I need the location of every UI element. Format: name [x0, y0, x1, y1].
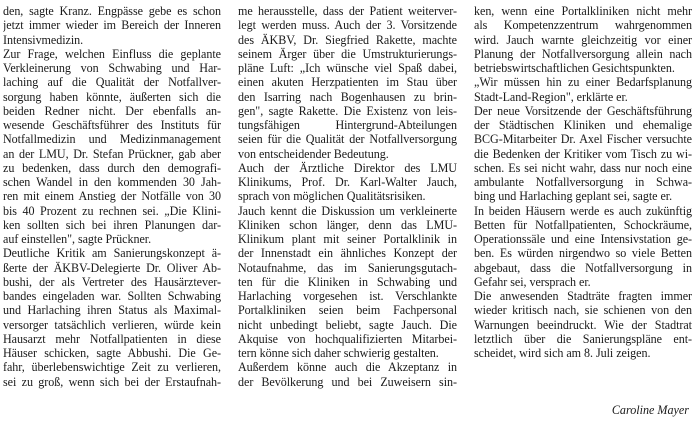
text-line: gen", sagte Rakette. Die Existenz von leis-	[238, 103, 457, 118]
text-line: Harlaching vorgesehen ist. Verschlankte	[238, 289, 457, 303]
text-line: fahr, überlebenswichtige Zeit zu verlieren,	[3, 360, 221, 375]
article-column-2	[238, 4, 457, 389]
text-line: der Bevölkerung und bei Zuweisern sin-	[238, 374, 457, 389]
text-line: zu bedenken, dass durch den demografi-	[3, 160, 221, 175]
text-line: Der neue Vorsitzende der Geschäftsführung	[474, 103, 692, 118]
text-line: letztlich über die Sanierungspläne ent-	[474, 331, 692, 346]
text-line: laching auf die Qualität der Notfallver-	[3, 75, 221, 90]
text-line: wieder kritisch nach, sie schienen von den	[474, 303, 692, 318]
text-line: Notfallmedizin und Medizinmanagement	[3, 132, 221, 147]
text-line: bing und Harlaching geplant sei, sagte er.	[474, 189, 673, 204]
text-line: schen. Es sei nicht wahr, dass nur noch eine	[474, 160, 692, 175]
text-line: Auch der Ärztliche Direktor des LMU	[238, 160, 457, 175]
text-line: Warnungen beeindruckt. Wie der Stadtrat	[474, 317, 692, 332]
text-line: scheidet, wird sich am 8. Juli zeigen.	[474, 346, 651, 360]
text-line: Gefahr sei, versprach er.	[474, 274, 591, 289]
text-line: den Isarring nach Bogenhausen zu brin-	[238, 89, 457, 104]
text-line: ren mit einem Anstieg der Notfälle von 30	[3, 189, 221, 204]
text-line: Operationssäle und eine Intensivstation ge-	[474, 232, 692, 246]
text-line: ten für die Kliniken in Schwabing und	[238, 274, 457, 289]
text-line: auf einstellen", sagte Prückner.	[3, 232, 152, 246]
text-line: Jauch kennt die Diskussion um verkleinerte	[238, 203, 457, 218]
text-line: Portalkliniken seien beim Fachpersonal	[238, 303, 457, 318]
text-line: In beiden Häusern werde es auch zukünftig	[474, 203, 692, 218]
text-line: Hausarzt mehr Notfallpatienten in diese	[3, 331, 221, 346]
text-line: Intensivmedizin.	[3, 32, 84, 47]
text-line: wird. Jauch warnte gleichzeitig vor einer	[474, 32, 692, 47]
text-line: versorger tatsächlich verlieren, würde kein	[3, 317, 221, 332]
text-line: Kliniken schon länger, denn das LMU-	[238, 217, 457, 232]
text-line: me herausstelle, dass der Patient weiterver-	[238, 4, 457, 18]
text-line: beiden Redner nicht. Der ebenfalls an-	[3, 103, 221, 118]
text-line: des ÄKBV, Dr. Siegfried Rakette, machte	[238, 32, 457, 47]
text-line: einen akuten Herzpatienten im Stau über	[238, 75, 457, 90]
text-line: Stadt-Land-Region", erklärte er.	[474, 89, 628, 104]
text-line: tern könne sich daher schwierig gestalten.	[238, 346, 439, 360]
text-line: der Städtischen Kliniken und ehemalige	[474, 118, 692, 132]
text-line: an der LMU, Dr. Stefan Prückner, gab aber	[3, 146, 221, 161]
text-line: seinem Ärger über die Umstrukturierungs-	[238, 46, 457, 61]
text-line: Planung der Notfallversorgung allein nach	[474, 46, 692, 61]
text-line: Betten für Notfallpatienten, Schockräume,	[474, 217, 692, 232]
text-line: Notaufnahme, das im Sanierungsgutach-	[238, 260, 457, 275]
text-line: ken sollten sich bei ihren Planungen dar-	[3, 217, 221, 232]
article-column-3	[474, 4, 692, 360]
text-line: BCG-Mitarbeiter Dr. Axel Fischer versuchte	[474, 132, 692, 147]
text-line: Häuser schicken, sagte Abbushi. Die Ge-	[3, 346, 221, 360]
text-line: tungsfähigen Hintergrund-Abteilungen	[238, 118, 457, 132]
text-line: Klinikums, Prof. Dr. Karl-Walter Jauch,	[238, 175, 457, 189]
text-line: ben. Es würden nirgendwo so viele Betten	[474, 246, 692, 261]
text-line: Klinikum plant mit seiner Portalklinik in	[238, 232, 457, 246]
text-line: Außerdem könne auch die Akzeptanz in	[238, 360, 457, 375]
text-line: bushi, der als Vertreter des Hausärztever-	[3, 274, 221, 289]
text-line: „Wir müssen hin zu einer Bedarfsplanung	[474, 75, 692, 90]
text-line: der Innenstadt ein ähnliches Konzept der	[238, 246, 457, 261]
text-line: Die anwesenden Stadträte fragten immer	[474, 289, 692, 303]
text-line: Akquise von hochqualifizierten Mitarbei-	[238, 331, 457, 346]
text-line: den, sagte Kranz. Engpässe gebe es schon	[3, 4, 221, 18]
text-line: seien für die Qualität der Notfallversorgung	[238, 132, 457, 147]
text-line: wesende Geschäftsführer des Instituts für	[3, 118, 221, 132]
text-line: Zur Frage, welchen Einfluss die geplante	[3, 46, 221, 61]
text-line: Deutliche Kritik am Sanierungskonzept ä-	[3, 246, 221, 261]
text-line: von entscheidender Bedeutung.	[238, 146, 389, 161]
text-line: als Kompetenzzentrum wahrgenommen	[474, 18, 692, 33]
text-line: bis 40 Prozent zu rechnen sei. „Die Klini-	[3, 203, 221, 218]
author-signature: Caroline Mayer	[611, 403, 689, 417]
text-line: bandes eingeladen war. Sollten Schwabing	[3, 289, 221, 303]
text-line: ken, wenn eine Portalkliniken nicht mehr	[474, 4, 692, 18]
text-line: sorgung haben könnte, äußerten sich die	[3, 89, 221, 104]
text-line: betriebswirtschaftlichen Gesichtspunkten.	[474, 61, 675, 75]
text-line: ambulante Notfallversorgung in Schwa-	[474, 175, 692, 189]
text-line: Verkleinerung von Schwabing und Har-	[3, 61, 221, 75]
text-line: sprach von möglichen Qualitätsrisiken.	[238, 189, 426, 204]
text-line: nicht unbedingt beliebt, sagte Jauch. Die	[238, 317, 457, 332]
text-line: legt werden muss. Auch der 3. Vorsitzende	[238, 18, 457, 33]
text-line: sei zu groß, wenn sich bei der Erstaufnah-	[3, 374, 221, 389]
text-line: ßerte der ÄKBV-Delegierte Dr. Oliver Ab-	[3, 260, 221, 275]
text-line: und Harlaching ihren Status als Maximal-	[3, 303, 221, 318]
article-column-1	[3, 4, 221, 389]
text-line: schen Wandel in den kommenden 30 Jah-	[3, 175, 221, 189]
text-line: abgebaut, dass die Notfallversorgung in	[474, 260, 692, 275]
text-line: jetzt immer wieder im Bereich der Inneren	[3, 18, 221, 33]
text-line: pläne Luft: „Ich wünsche viel Spaß dabei,	[238, 61, 457, 75]
text-line: die Bedenken der Kritiker vom Tisch zu wi-	[474, 146, 692, 161]
